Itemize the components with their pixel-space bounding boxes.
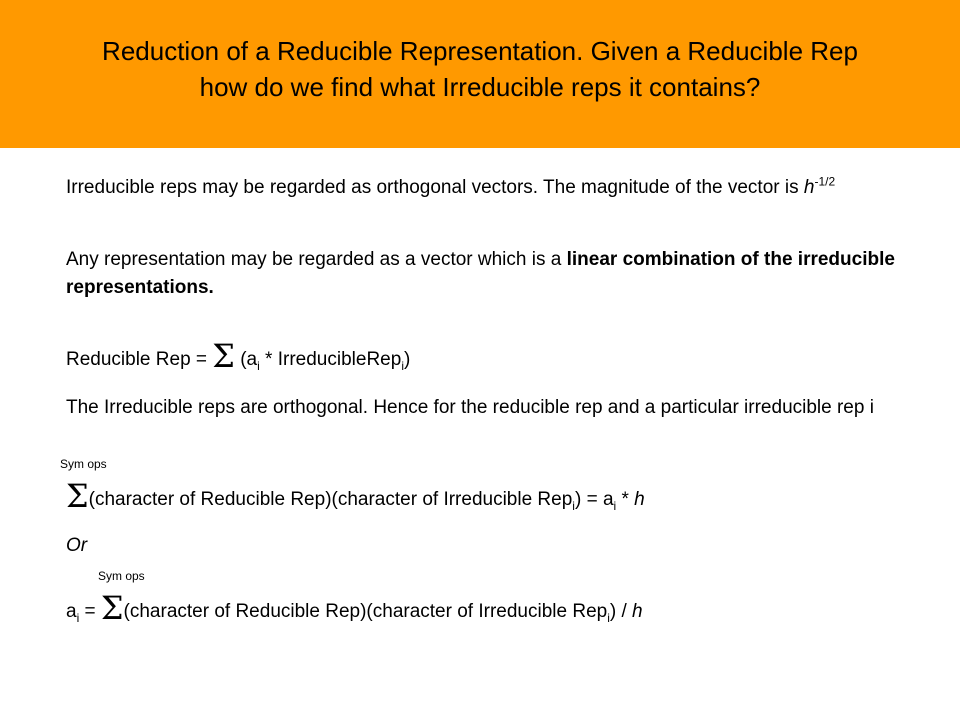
eq2-end: ) / [609, 601, 633, 622]
eq2-main: (character of Reducible Rep)(character of Irreducible Rep [123, 601, 608, 622]
eq1-end-b: * [616, 489, 635, 510]
paragraph-orthogonal-reps: The Irreducible reps are orthogonal. Hence for the reducible rep and a particular irreducible rep i [66, 397, 874, 418]
p2-text: Any representation may be regarded as a vector which is a [66, 249, 567, 270]
subscript-i: i [257, 358, 260, 373]
p3-prefix: Reducible Rep = [66, 349, 213, 370]
sigma-symbol: Σ [100, 589, 124, 627]
title-banner [0, 0, 960, 148]
h-variable: h [803, 177, 815, 198]
or-text [66, 532, 87, 560]
p3-close: ) [403, 349, 411, 370]
h-variable: h [632, 601, 643, 622]
ai-formula-equation [66, 589, 643, 627]
subscript-i: i [607, 610, 610, 625]
subscript-i: i [401, 358, 404, 373]
subscript-i: i [572, 498, 575, 513]
sym-ops-label-1: Sym ops [60, 457, 107, 471]
reducible-rep-sum-equation [66, 337, 916, 375]
slide-title-line2: how do we find what Irreducible reps it contains? [199, 72, 761, 102]
sigma-symbol: Σ [212, 337, 235, 375]
paragraph-linear-combination [66, 246, 916, 302]
p1-text: Irreducible reps may be regarded as orthogonal vectors. The magnitude of the vector is [66, 177, 804, 198]
p2-bold-text: linear combination of the irreducible representations. [66, 249, 895, 298]
slide-title-line1: Reduction of a Reducible Representation. Given a Reducible Rep [102, 36, 858, 66]
sigma-symbol: Σ [66, 477, 89, 515]
h-variable: h [634, 489, 645, 510]
p3-mid: * IrreducibleRep [259, 349, 402, 370]
or-label: Or [66, 535, 88, 556]
exponent: -1/2 [814, 174, 836, 189]
subscript-i: i [76, 610, 80, 625]
p3-open: (a [234, 349, 258, 370]
eq1-end-a: ) = a [574, 489, 614, 510]
subscript-i: i [613, 498, 617, 513]
paragraph-orthogonal-vectors [66, 174, 916, 202]
character-product-equation [66, 477, 645, 515]
eq2-a: a [66, 601, 77, 622]
eq1-main: (character of Reducible Rep)(character of Irreducible Rep [88, 489, 573, 510]
sym-ops-label-2: Sym ops [98, 569, 145, 583]
eq2-equals: = [79, 601, 101, 622]
